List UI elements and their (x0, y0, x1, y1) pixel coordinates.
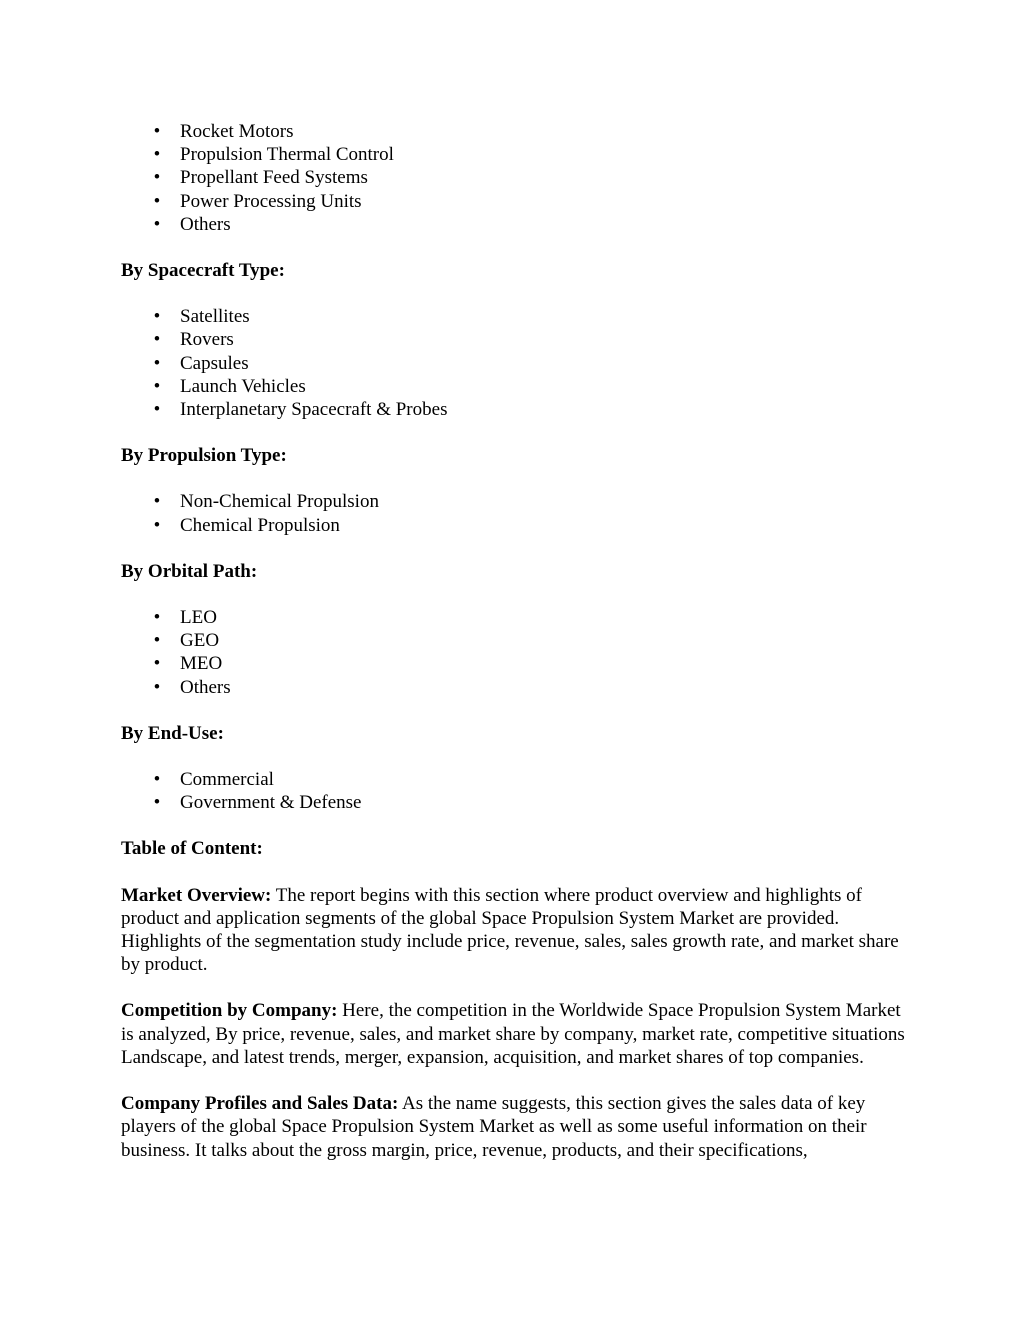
list-item-text: MEO (180, 653, 223, 675)
bullet-icon: • (153, 653, 161, 675)
list-item-text: Government & Defense (180, 792, 362, 814)
list-item-text: Chemical Propulsion (180, 514, 340, 536)
bullet-icon: • (153, 491, 161, 513)
orbital-path-list (121, 606, 911, 699)
list-item (121, 514, 911, 537)
bullet-icon: • (153, 792, 161, 814)
list-item (121, 190, 911, 213)
bullet-icon: • (153, 399, 161, 421)
section-heading-spacecraft-type: By Spacecraft Type: (121, 260, 285, 282)
toc-heading: Table of Content: (121, 838, 263, 860)
list-item (121, 676, 911, 699)
bullet-icon: • (153, 190, 161, 212)
paragraph-text: Here, the competition in the Worldwide Space Propulsion System Market is analyzed, By price, revenue, sales, and market share by company, market rate, competitive situations Landscape, and latest trends, merger, expansion, acquisition, and market shares of top companies. (121, 1000, 905, 1068)
list-item-text: Power Processing Units (180, 190, 362, 212)
list-item (121, 398, 911, 421)
list-item (121, 166, 911, 189)
list-item (121, 352, 911, 375)
list-item (121, 768, 911, 791)
list-item-text: Propellant Feed Systems (180, 167, 368, 189)
bullet-icon: • (153, 607, 161, 629)
list-item (121, 213, 911, 236)
paragraph-text: As the name suggests, this section gives the sales data of key players of the global Space Propulsion System Market as well as some useful information on their business. It talks about the gross margin, price, revenue, products, and their specifications, (121, 1093, 867, 1161)
list-item (121, 791, 911, 814)
list-item (121, 652, 911, 675)
document-page (121, 120, 911, 1185)
list-item-text: Others (180, 676, 231, 698)
paragraph-competition-by-company (121, 999, 911, 1069)
section-heading-orbital-path: By Orbital Path: (121, 560, 258, 582)
end-use-list (121, 768, 911, 814)
section-heading-propulsion-type: By Propulsion Type: (121, 445, 287, 467)
list-item (121, 629, 911, 652)
list-item (121, 328, 911, 351)
bullet-icon: • (153, 329, 161, 351)
list-item-text: GEO (180, 630, 220, 652)
spacecraft-type-list (121, 305, 911, 421)
paragraph-label: Company Profiles and Sales Data: (121, 1093, 399, 1115)
list-item (121, 305, 911, 328)
bullet-icon: • (153, 514, 161, 536)
list-item-text: Propulsion Thermal Control (180, 144, 394, 166)
propulsion-type-list (121, 490, 911, 536)
list-item-text: Commercial (180, 769, 274, 791)
list-item-text: Rovers (180, 329, 234, 351)
bullet-icon: • (153, 213, 161, 235)
list-item-text: Capsules (180, 352, 249, 374)
list-item-text: Rocket Motors (180, 121, 294, 142)
list-item-text: Interplanetary Spacecraft & Probes (180, 399, 448, 421)
bullet-icon: • (153, 352, 161, 374)
bullet-icon: • (153, 676, 161, 698)
list-item-text: LEO (180, 607, 217, 629)
list-item-text: Others (180, 213, 231, 235)
component-list (121, 120, 911, 236)
list-item (121, 606, 911, 629)
paragraph-market-overview (121, 884, 911, 977)
paragraph-label: Market Overview: (121, 884, 272, 906)
bullet-icon: • (153, 121, 161, 142)
list-item (121, 375, 911, 398)
paragraph-label: Competition by Company: (121, 1000, 338, 1022)
bullet-icon: • (153, 306, 161, 328)
list-item (121, 120, 911, 143)
bullet-icon: • (153, 375, 161, 397)
paragraph-text: The report begins with this section where product overview and highlights of product and application segments of the global Space Propulsion System Market are provided. Highlights of the segmentation study include price, revenue, sales, sales growth rate, and market share by product. (121, 884, 899, 976)
section-heading-end-use: By End-Use: (121, 722, 224, 744)
list-item-text: Launch Vehicles (180, 375, 306, 397)
list-item-text: Satellites (180, 306, 250, 328)
bullet-icon: • (153, 769, 161, 791)
list-item (121, 490, 911, 513)
list-item (121, 143, 911, 166)
bullet-icon: • (153, 167, 161, 189)
bullet-icon: • (153, 144, 161, 166)
list-item-text: Non-Chemical Propulsion (180, 491, 379, 513)
bullet-icon: • (153, 630, 161, 652)
paragraph-company-profiles (121, 1092, 911, 1162)
